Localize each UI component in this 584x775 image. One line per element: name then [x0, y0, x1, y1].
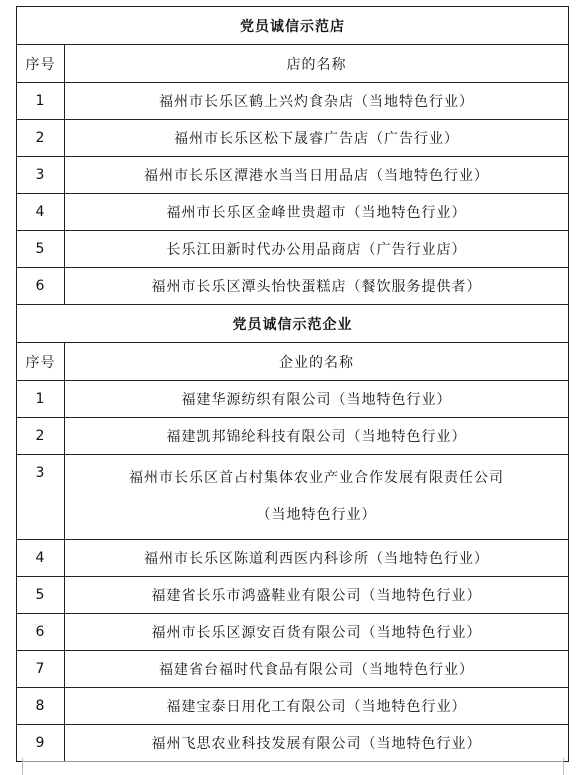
row-index: 9 — [17, 725, 65, 762]
row-index: 1 — [17, 381, 65, 418]
enterprise-name: 福州市长乐区源安百货有限公司（当地特色行业） — [65, 614, 569, 651]
store-name: 福州市长乐区鹤上兴灼食杂店（当地特色行业） — [65, 83, 569, 120]
enterprise-name: 福建省长乐市鸿盛鞋业有限公司（当地特色行业） — [65, 577, 569, 614]
table-row — [17, 381, 569, 418]
table-row — [17, 418, 569, 455]
store-name: 福州市长乐区潭港水当当日用品店（当地特色行业） — [65, 157, 569, 194]
enterprise-name: 福建华源纺织有限公司（当地特色行业） — [65, 381, 569, 418]
page-edge-divider — [22, 761, 564, 762]
enterprise-name — [65, 455, 569, 540]
store-name: 福州市长乐区潭头怡快蛋糕店（餐饮服务提供者） — [65, 268, 569, 305]
table-row — [17, 614, 569, 651]
store-name: 长乐江田新时代办公用品商店（广告行业店） — [65, 231, 569, 268]
enterprise-name: 福建凯邦锦纶科技有限公司（当地特色行业） — [65, 418, 569, 455]
row-index: 4 — [17, 194, 65, 231]
row-index: 5 — [17, 577, 65, 614]
table-row — [17, 231, 569, 268]
row-index: 6 — [17, 614, 65, 651]
enterprise-name: 福建宝泰日用化工有限公司（当地特色行业） — [65, 688, 569, 725]
row-index: 5 — [17, 231, 65, 268]
enterprise-name: 福州市长乐区陈道利西医内科诊所（当地特色行业） — [65, 540, 569, 577]
section-title-row — [17, 7, 569, 45]
stores-title: 党员诚信示范店 — [17, 7, 569, 45]
store-name: 福州市长乐区松下晟睿广告店（广告行业） — [65, 120, 569, 157]
column-header-row — [17, 45, 569, 83]
row-index: 7 — [17, 651, 65, 688]
row-index: 1 — [17, 83, 65, 120]
row-index: 4 — [17, 540, 65, 577]
row-index: 3 — [17, 157, 65, 194]
enterprises-index-header: 序号 — [17, 343, 65, 381]
row-index: 2 — [17, 120, 65, 157]
page-margin-mark — [563, 758, 564, 775]
enterprise-name-line-2: （当地特色行业） — [256, 507, 377, 523]
page-margin-mark — [22, 758, 23, 775]
honor-list-table — [16, 6, 569, 762]
row-index: 8 — [17, 688, 65, 725]
row-index: 2 — [17, 418, 65, 455]
section-title-row — [17, 305, 569, 343]
enterprises-title: 党员诚信示范企业 — [17, 305, 569, 343]
stores-name-header: 店的名称 — [65, 45, 569, 83]
table-row — [17, 455, 569, 540]
table-row — [17, 725, 569, 762]
store-name: 福州市长乐区金峰世贵超市（当地特色行业） — [65, 194, 569, 231]
table-row — [17, 83, 569, 120]
table-row — [17, 651, 569, 688]
stores-index-header: 序号 — [17, 45, 65, 83]
table-row — [17, 688, 569, 725]
enterprise-name: 福建省台福时代食品有限公司（当地特色行业） — [65, 651, 569, 688]
row-index: 3 — [17, 455, 65, 540]
table-row — [17, 577, 569, 614]
enterprises-name-header: 企业的名称 — [65, 343, 569, 381]
table-row — [17, 540, 569, 577]
table-row — [17, 120, 569, 157]
row-index: 6 — [17, 268, 65, 305]
column-header-row — [17, 343, 569, 381]
table-row — [17, 194, 569, 231]
enterprise-name: 福州飞思农业科技发展有限公司（当地特色行业） — [65, 725, 569, 762]
table-row — [17, 157, 569, 194]
table-row — [17, 268, 569, 305]
enterprise-name-line-1: 福州市长乐区首占村集体农业产业合作发展有限责任公司 — [129, 470, 504, 486]
